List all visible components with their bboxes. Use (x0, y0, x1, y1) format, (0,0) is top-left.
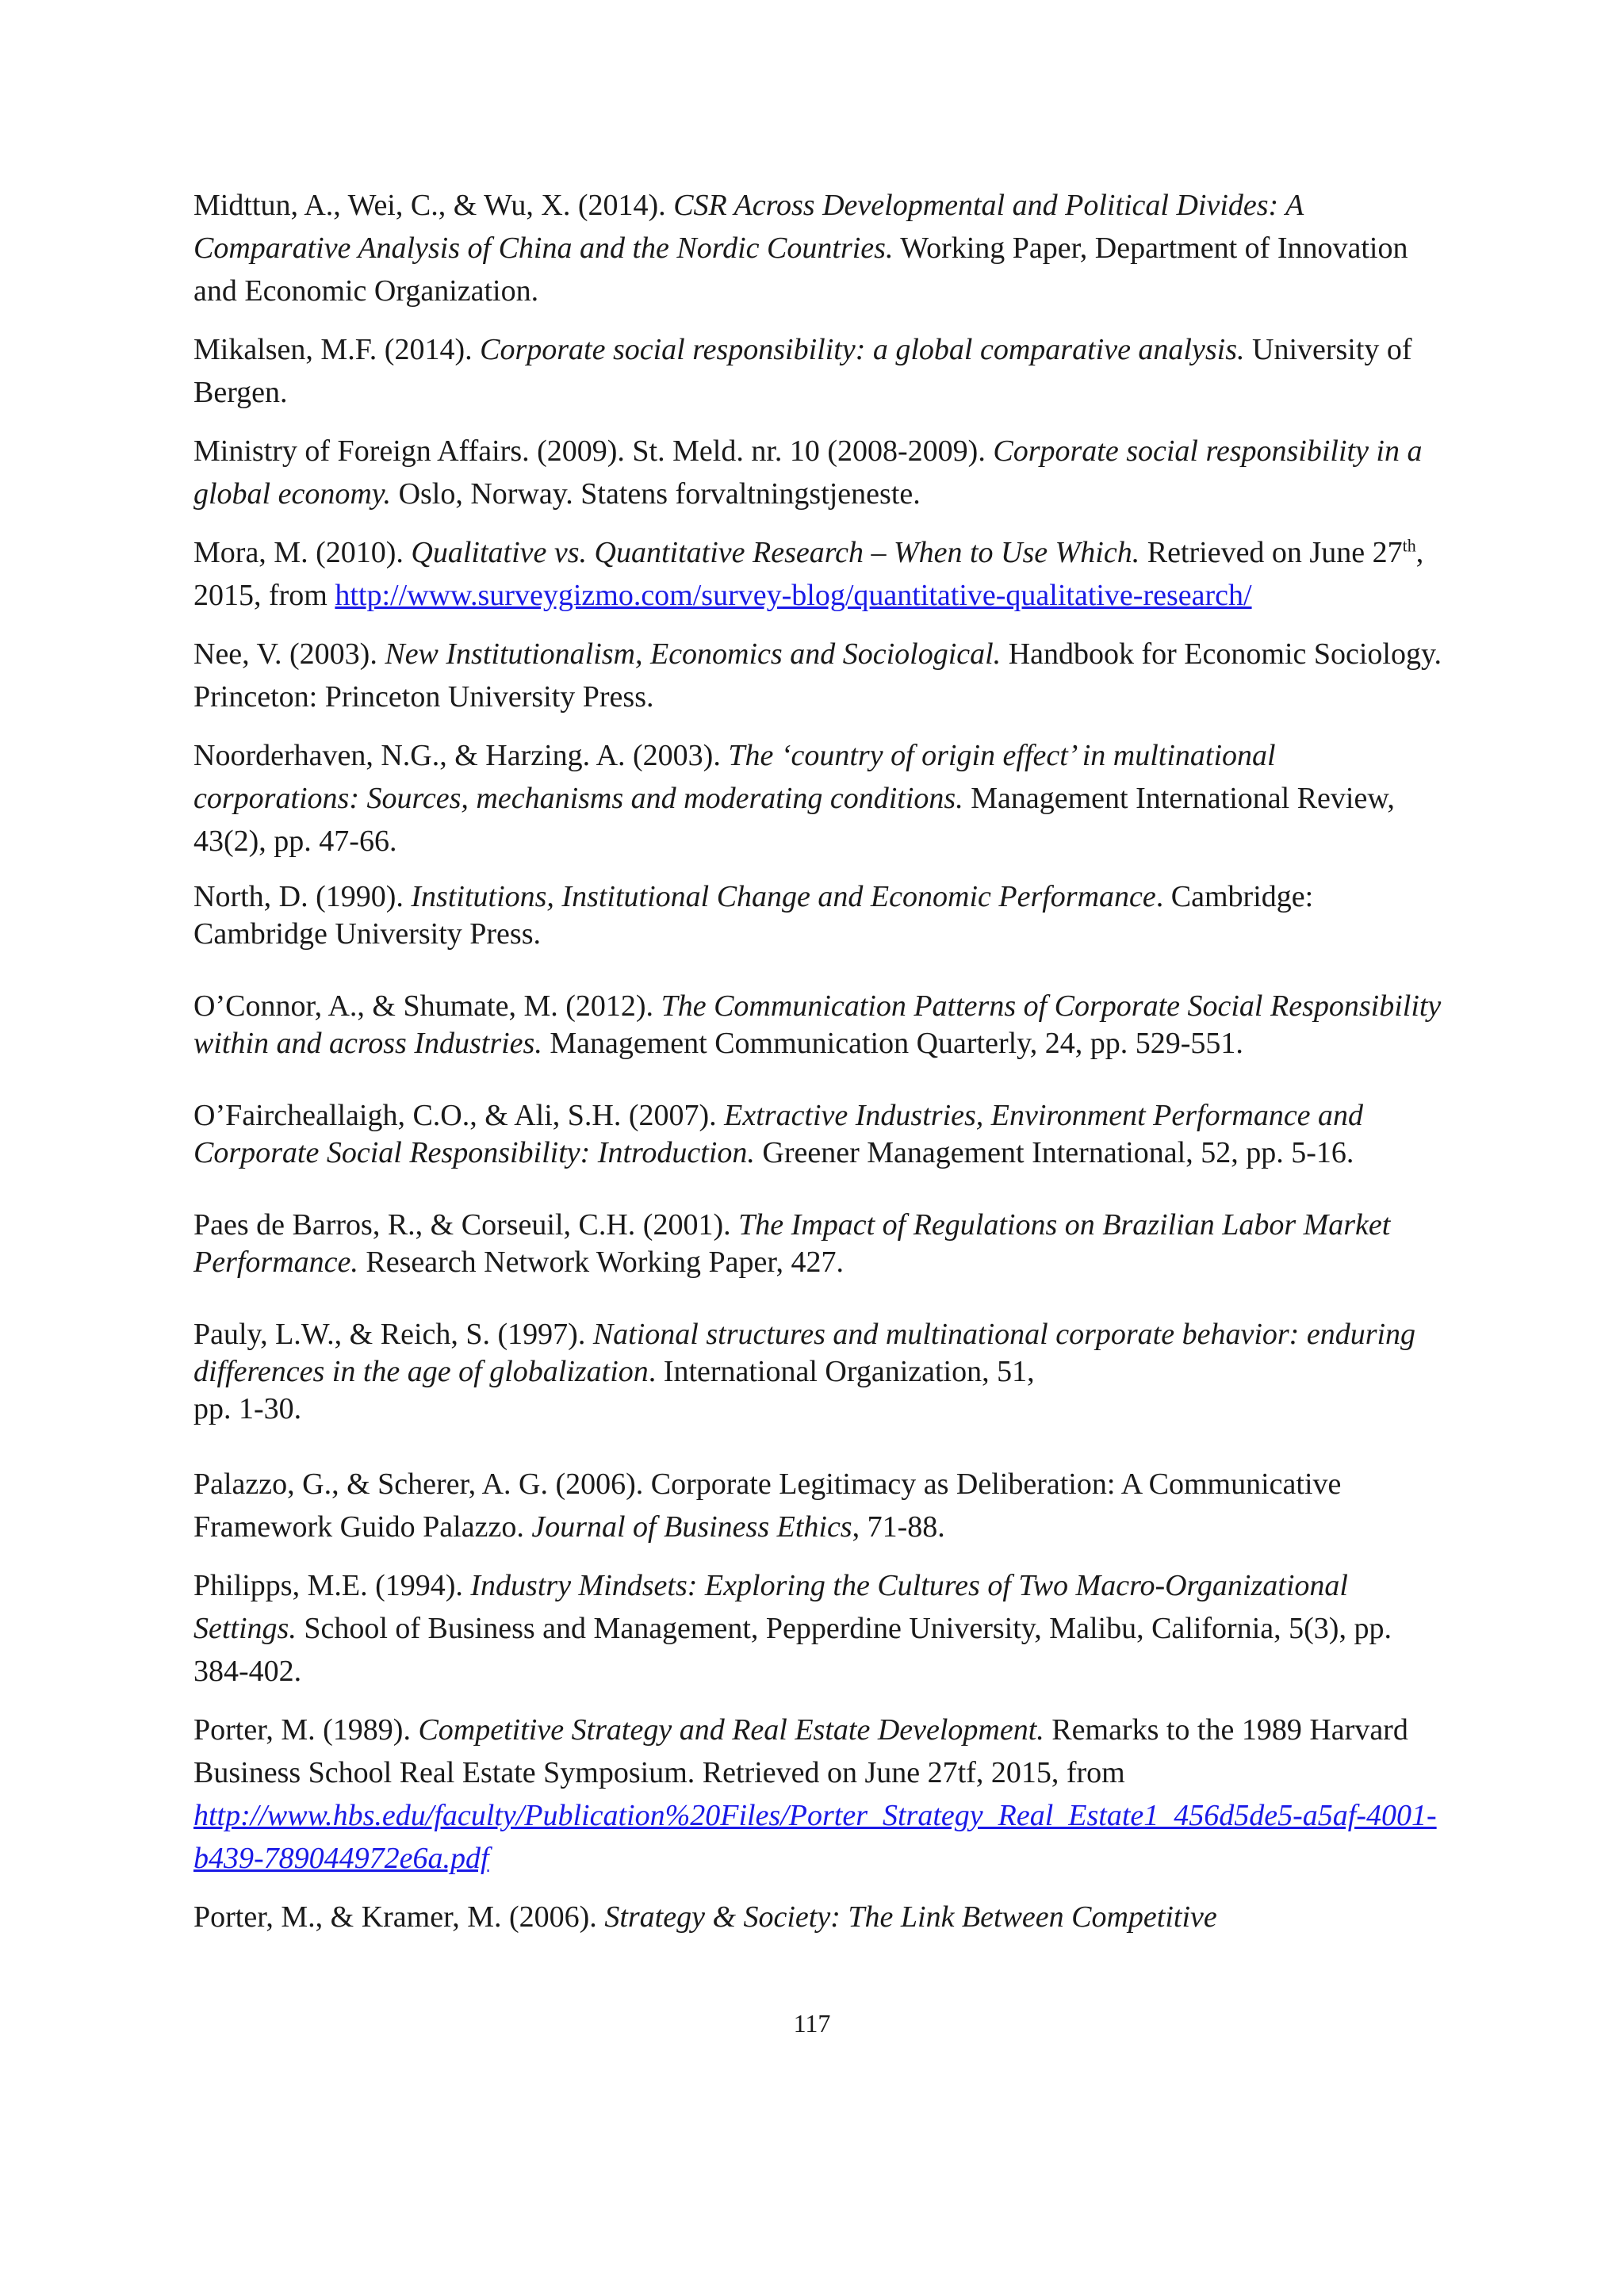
reference-title: National structures and multinational corporate behavior: enduring differences in the age of globalization (193, 1318, 1416, 1388)
reference-source: Remarks to the 1989 Harvard Business School Real Estate Symposium. Retrieved on June 27tf, 2015, from (193, 1713, 1408, 1789)
reference-source: . Cambridge: Cambridge University Press. (193, 880, 1314, 951)
reference-source: University of Bergen. (193, 333, 1412, 409)
reference-title: Corporate social responsibility: a global comparative analysis. (480, 333, 1245, 366)
reference-source: Working Paper, Department of Innovation and Economic Organization. (193, 232, 1408, 308)
reference-pauly (193, 1316, 1443, 1428)
reference-pages: pp. 1-30. (193, 1392, 302, 1425)
reference-link[interactable]: http://www.hbs.edu/faculty/Publication%20Files/Porter_Strategy_Real_Estate1_456d5de5-a5af-4001-b439-789044972e6a.pdf (193, 1799, 1437, 1875)
reference-title: New Institutionalism, Economics and Sociological. (385, 637, 1002, 671)
reference-authors-year: Paes de Barros, R., & Corseuil, C.H. (2001). (193, 1208, 739, 1242)
reference-nee (193, 633, 1443, 718)
reference-authors-year: Porter, M., & Kramer, M. (2006). (193, 1900, 605, 1934)
reference-mora (193, 531, 1443, 617)
reference-authors-year: Ministry of Foreign Affairs. (2009). St. Meld. nr. 10 (2008-2009). (193, 434, 994, 468)
reference-title: CSR Across Developmental and Political Divides: A Comparative Analysis of China and the Nordic Countries. (193, 189, 1304, 265)
reference-source: School of Business and Management, Pepperdine University, Malibu, California, 5(3), pp. 384-402. (193, 1612, 1392, 1688)
reference-authors-year: Mora, M. (2010). (193, 536, 412, 569)
reference-porter-2006 (193, 1896, 1443, 1938)
reference-source: Management Communication Quarterly, 24, pp. 529-551. (542, 1027, 1243, 1060)
reference-source-cont: , 2015, from (193, 536, 1424, 612)
reference-title: Industry Mindsets: Exploring the Cultures of Two Macro-Organizational Settings. (193, 1569, 1348, 1645)
reference-title: The ‘country of origin effect’ in multinational corporations: Sources, mechanisms and moderating conditions. (193, 739, 1276, 815)
reference-title: Institutions, Institutional Change and Economic Performance (411, 880, 1156, 913)
reference-title: Competitive Strategy and Real Estate Development. (418, 1713, 1044, 1747)
reference-ministry (193, 430, 1443, 515)
reference-paes (193, 1207, 1443, 1281)
reference-title: Qualitative vs. Quantitative Research – When to Use Which. (411, 536, 1140, 569)
reference-title: Corporate social responsibility in a global economy. (193, 434, 1423, 511)
reference-source: . International Organization, 51, (648, 1355, 1035, 1388)
ordinal-suffix: th (1402, 535, 1416, 556)
reference-philipps (193, 1564, 1443, 1693)
reference-authors-year: O’Connor, A., & Shumate, M. (2012). (193, 989, 661, 1023)
reference-authors-year: Noorderhaven, N.G., & Harzing. A. (2003). (193, 739, 729, 772)
reference-ofaircheallaigh (193, 1097, 1443, 1172)
reference-source: Handbook for Economic Sociology. Princeton: Princeton University Press. (193, 637, 1442, 714)
reference-journal: Journal of Business Ethics (531, 1510, 852, 1544)
reference-source: , 71-88. (852, 1510, 945, 1544)
reference-authors-year: North, D. (1990). (193, 880, 412, 913)
reference-authors-year: Nee, V. (2003). (193, 637, 385, 671)
page-number: 117 (793, 2009, 831, 2038)
reference-title: The Communication Patterns of Corporate Social Responsibility within and across Industries. (193, 989, 1442, 1060)
reference-title: Strategy & Society: The Link Between Competitive (604, 1900, 1217, 1934)
reference-authors-year: Palazzo, G., & Scherer, A. G. (2006). Corporate Legitimacy as Deliberation: A Communicative Framework Guido Palazzo. (193, 1468, 1342, 1544)
reference-mikalsen (193, 328, 1443, 414)
reference-authors-year: Porter, M. (1989). (193, 1713, 419, 1747)
reference-noorderhaven (193, 734, 1443, 863)
reference-authors-year: Philipps, M.E. (1994). (193, 1569, 471, 1602)
reference-oconnor (193, 988, 1443, 1062)
reference-porter-1989 (193, 1709, 1443, 1880)
reference-palazzo (193, 1463, 1443, 1548)
reference-title: Extractive Industries, Environment Performance and Corporate Social Responsibility: Introduction. (193, 1099, 1364, 1169)
reference-source: Management International Review, 43(2), pp. 47-66. (193, 782, 1395, 858)
reference-authors-year: Pauly, L.W., & Reich, S. (1997). (193, 1318, 593, 1351)
reference-title: The Impact of Regulations on Brazilian Labor Market Performance. (193, 1208, 1391, 1279)
reference-authors-year: Mikalsen, M.F. (2014). (193, 333, 481, 366)
reference-source: Research Network Working Paper, 427. (358, 1246, 844, 1279)
reference-source: Oslo, Norway. Statens forvaltningstjeneste. (391, 477, 921, 511)
reference-link[interactable]: http://www.surveygizmo.com/survey-blog/quantitative-qualitative-research/ (335, 579, 1252, 612)
reference-north (193, 878, 1443, 953)
reference-source: Retrieved on June 27 (1139, 536, 1403, 569)
reference-list (193, 184, 1443, 1938)
reference-source: Greener Management International, 52, pp. 5-16. (754, 1136, 1354, 1169)
reference-authors-year: O’Faircheallaigh, C.O., & Ali, S.H. (2007). (193, 1099, 725, 1132)
reference-midttun (193, 184, 1443, 312)
reference-authors-year: Midttun, A., Wei, C., & Wu, X. (2014). (193, 189, 674, 222)
